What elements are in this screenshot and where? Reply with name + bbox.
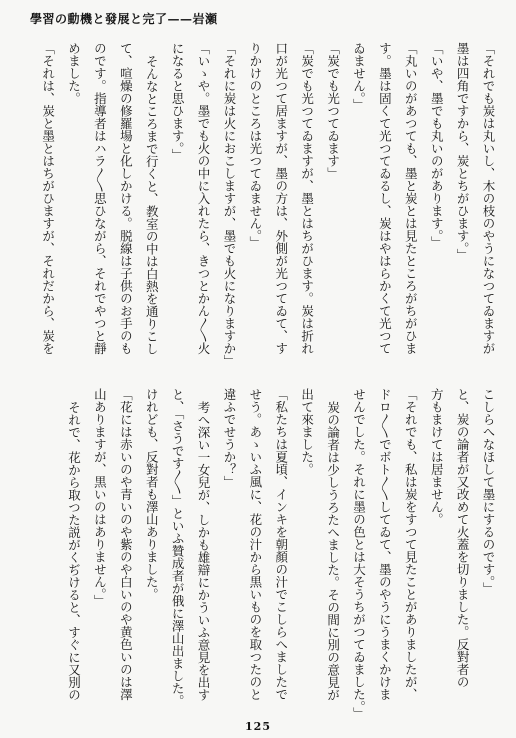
text-column: 口が光つて居ますが、墨の方は、外側が光つてゐて、す — [273, 42, 289, 355]
text-column: 「いゝや。墨でも火の中に入れたら、きつとかん〱火 — [196, 42, 212, 355]
text-column: 「花には赤いのや青いのや紫のや白いのや黄色いのは澤 — [118, 388, 134, 701]
text-column: て、喧燥の修羅場と化しかける。脱線は子供のお手のも — [118, 42, 134, 355]
text-column: 方もまけては居ません。 — [429, 388, 445, 526]
text-column: 山ありますが、黒いのはありません。」 — [92, 388, 108, 607]
text-column: 「それに炭は火におこしますが、墨でも火になりますか」 — [221, 42, 237, 367]
text-column: 違ふでせうか？」 — [221, 388, 237, 488]
text-column: ドロ〱でボト〱してゐて、墨のやうにうまくかけま — [377, 388, 393, 701]
text-column: 炭の論者は少しうろたへました。その間に別の意見が — [325, 400, 341, 701]
page-number: 125 — [245, 720, 271, 733]
text-column: 「いや、墨でも丸いのがあります。」 — [429, 42, 445, 249]
text-column: 「丸いのがあつても、墨と炭とは見たところがちがひま — [403, 42, 419, 355]
text-column: めました。 — [66, 42, 82, 105]
text-column: 「それは、炭と墨とはちがひますが、それだから、炭を — [40, 42, 56, 355]
upper-text-block — [35, 42, 501, 382]
text-column: ゐません。」 — [351, 42, 367, 111]
text-column: 墨は四角ですから、炭とちがひます。」 — [455, 42, 471, 261]
text-column: 「炭でも光つてゐます」 — [325, 42, 341, 180]
text-column: 考へ深い一女兒が、しかも雄辯にかういふ意見を出す — [196, 400, 212, 701]
lower-text-block — [61, 388, 501, 728]
text-column: と、炭の論者が又改めて火蓋を切りました。反對者の — [455, 388, 471, 688]
text-column: そんなところまで行くと、教室の中は白熱を通りこし — [144, 54, 160, 355]
text-column: と、「さうです〱」といふ贊成者が俄に澤山出ました。 — [170, 388, 186, 707]
text-column: 「私たちは夏頃、インキを朝顏の汁でこしらへましたで — [273, 388, 289, 701]
text-column: 出て來ました。 — [299, 388, 315, 476]
text-column: せんでした。それに墨の色とは大そうちがつてゐました。」 — [351, 388, 367, 720]
text-column: 「炭でも光つてゐますが、墨とはちがひます。炭は折れ — [299, 42, 315, 355]
text-column: けれども、反對者も澤山ありました。 — [144, 388, 160, 601]
text-column: 「それでも、私は炭をすつて見たことがありましたが、 — [403, 388, 419, 701]
text-column: こしらへなほして墨にするのです。」 — [481, 388, 496, 595]
text-column: になると思ひます。」 — [170, 42, 186, 161]
text-column: りかけのところは光つてゐません。」 — [247, 42, 263, 249]
running-header: 學習の動機と發展と完了——岩瀬 — [30, 12, 218, 26]
text-column: 「それでも炭は丸いし、木の枝のやうになつてゐますが — [481, 42, 496, 355]
text-column: す。墨は固くて光つてゐるし、炭はやはらかくて光つて — [377, 42, 393, 355]
text-column: それで、花から取つた説がくぢけると、すぐに又別の — [66, 400, 82, 701]
text-column: のです。指導者はハラ〱思ひながら、それでやつと靜 — [92, 42, 108, 355]
text-column: せう。あゝいふ風に、花の汁から黒いものを取つたのと — [247, 388, 263, 701]
